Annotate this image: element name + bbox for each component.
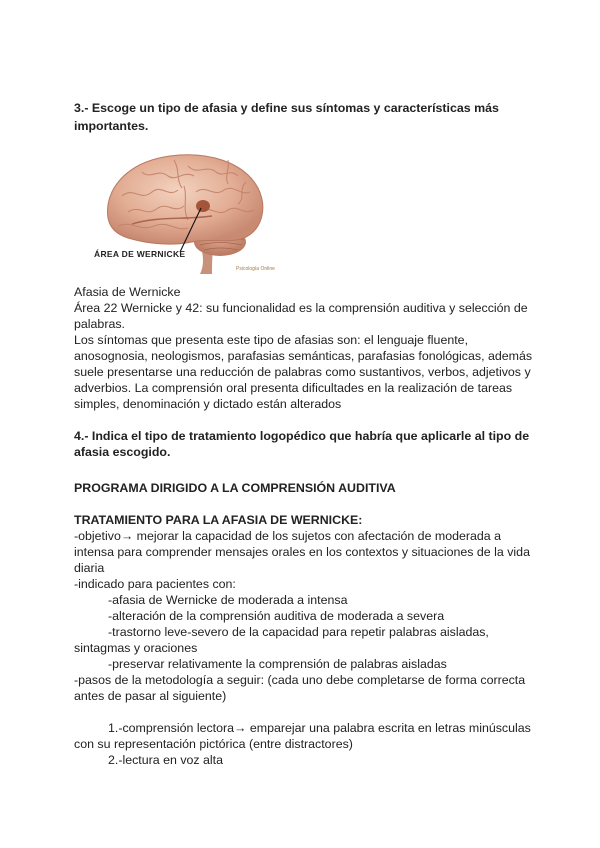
treatment-heading: TRATAMIENTO PARA LA AFASIA DE WERNICKE: xyxy=(74,513,363,527)
objective-line-2: intensa para comprender mensajes orales en los contextos y situaciones de la vida xyxy=(74,545,530,559)
indicated-item-3-line-1: -trastorno leve-severo de la capacidad para repetir palabras aisladas, xyxy=(108,625,489,639)
area-line-2: palabras. xyxy=(74,317,125,331)
brain-figure xyxy=(88,146,283,276)
area-line-1: Área 22 Wernicke y 42: su funcionalidad es la comprensión auditiva y selección de xyxy=(74,301,528,315)
indicated-item-1: -afasia de Wernicke de moderada a intensa xyxy=(108,593,348,607)
steps-line-1: -pasos de la metodología a seguir: (cada uno debe completarse de forma correcta xyxy=(74,673,526,687)
indicated-item-4: -preservar relativamente la comprensión de palabras aisladas xyxy=(108,657,447,671)
indicated-item-3-line-2: sintagmas y oraciones xyxy=(74,641,198,655)
figure-credit: Psicología Online xyxy=(236,266,275,272)
program-heading: PROGRAMA DIRIGIDO A LA COMPRENSIÓN AUDITIVA xyxy=(74,481,396,495)
symptoms-line-2: anosognosia, neologismos, parafasias semánticas, parafasias fonológicas, además xyxy=(74,349,533,363)
step-1-line-2: con su representación pictórica (entre distractores) xyxy=(74,737,353,751)
question-3-line-2: importantes. xyxy=(74,119,149,133)
figure-caption: ÁREA DE WERNICKE xyxy=(94,249,186,259)
question-3-line-1: 3.- Escoge un tipo de afasia y define sus síntomas y características más xyxy=(74,101,499,115)
objective-line-3: diaria xyxy=(74,561,105,575)
objective-line-1: -objetivo→ mejorar la capacidad de los sujetos con afectación de moderada a xyxy=(74,529,502,543)
symptoms-line-4: adverbios. La comprensión oral presenta dificultades en la realización de tareas xyxy=(74,381,513,395)
symptoms-line-5: simples, denominación y dictado están alterados xyxy=(74,397,342,411)
step-1-line-1: 1.-comprensión lectora→ emparejar una palabra escrita en letras minúsculas xyxy=(108,721,531,735)
symptoms-line-3: suele presentarse una reducción de palabras como sustantivos, verbos, adjetivos y xyxy=(74,365,531,379)
steps-line-2: antes de pasar al siguiente) xyxy=(74,689,227,703)
question-4-line-2: afasia escogido. xyxy=(74,445,171,459)
indicated-intro: -indicado para pacientes con: xyxy=(74,577,236,591)
indicated-item-2: -alteración de la comprensión auditiva de moderada a severa xyxy=(108,609,445,623)
question-4-line-1: 4.- Indica el tipo de tratamiento logopédico que habría que aplicarle al tipo de xyxy=(74,429,530,443)
section-title: Afasia de Wernicke xyxy=(74,285,181,299)
step-2: 2.-lectura en voz alta xyxy=(108,753,224,767)
symptoms-line-1: Los síntomas que presenta este tipo de afasias son: el lenguaje fluente, xyxy=(74,333,469,347)
